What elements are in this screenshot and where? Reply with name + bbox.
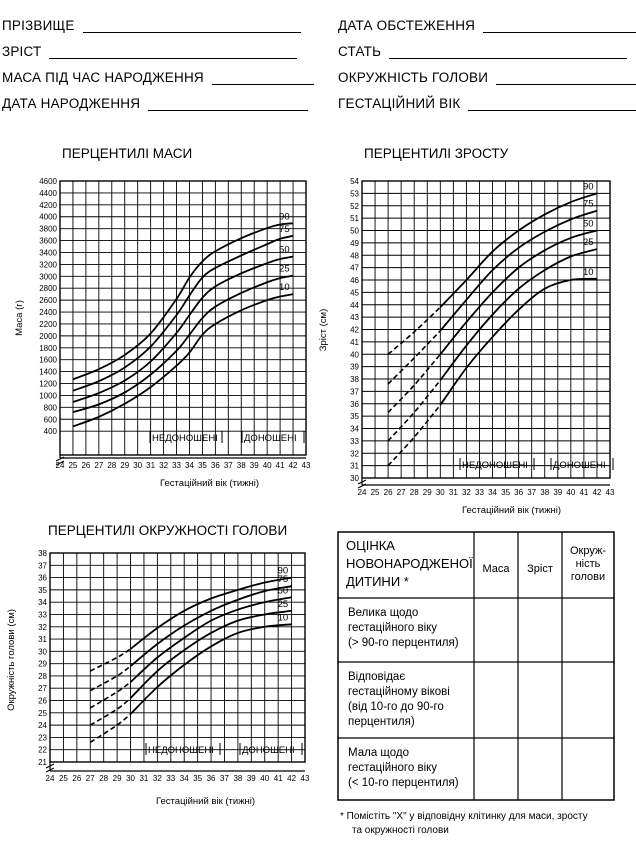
y-tick-label: 48 [350,251,359,261]
series-label-50: 50 [582,218,594,230]
x-tick-label: 35 [193,774,203,783]
x-tick-label: 39 [249,461,259,470]
x-tick-label: 27 [94,461,104,470]
x-tick-label: 25 [370,488,380,497]
series-line-10 [73,294,293,426]
x-tick-label: 29 [422,488,432,497]
weight-chart [14,177,311,489]
series-label-10: 10 [582,266,594,278]
table-row-label: Мала щодо [348,747,409,759]
y-tick-label: 28 [38,671,47,681]
x-tick-label: 29 [112,774,122,783]
x-tick-label: 36 [206,774,216,783]
x-tick-label: 32 [159,461,169,470]
x-tick-label: 32 [461,488,471,497]
y-tick-label: 25 [38,708,47,718]
x-tick-label: 41 [579,488,589,497]
field-label: МАСА ПІД ЧАС НАРОДЖЕННЯ [2,70,204,85]
field-label: ДАТА ОБСТЕЖЕННЯ [338,18,476,33]
y-tick-label: 36 [38,573,47,583]
y-tick-label: 4400 [39,188,57,198]
x-tick-label: 37 [527,488,537,497]
field-label: ЗРІСТ [2,44,42,59]
y-tick-label: 37 [38,561,47,571]
y-tick-label: 42 [350,325,359,335]
y-tick-label: 3200 [39,260,57,270]
y-tick-label: 41 [350,337,359,347]
y-tick-label: 39 [350,362,359,372]
y-tick-label: 22 [38,745,47,755]
y-tick-label: 29 [38,659,47,669]
y-tick-label: 3000 [39,272,57,282]
series-line-dashed-10 [90,714,130,742]
y-axis-label: Зріст (см) [318,308,329,352]
y-tick-label: 38 [350,375,359,384]
y-tick-label: 1800 [39,343,57,353]
table-row-label: гестаційному вікові [348,686,450,698]
y-tick-label: 34 [38,598,47,608]
table-col-header: голови [570,571,606,583]
y-tick-label: 1400 [39,367,57,377]
zone-label-preterm: НЕДОНОШЕНІ [462,460,528,471]
x-tick-label: 42 [592,488,602,497]
y-tick-label: 400 [43,427,57,437]
y-tick-label: 33 [350,436,359,446]
table-col-header: Маса [482,563,510,575]
y-tick-label: 40 [350,350,359,360]
series-line-dashed-25 [90,698,130,725]
table-col-header: Окруж- [569,545,607,557]
x-tick-label: 43 [300,774,310,783]
x-tick-label: 26 [383,488,393,497]
footnote-line: та окружності голови [352,825,449,836]
table-row-label: (> 90-го перцентиля) [348,637,459,649]
head-chart [6,549,310,807]
series-line-dashed-90 [90,649,130,671]
y-tick-label: 31 [350,461,359,471]
series-line-50 [73,257,293,402]
x-tick-label: 34 [179,774,189,783]
series-label-50: 50 [279,244,290,256]
y-tick-label: 52 [350,201,359,211]
y-tick-label: 53 [350,189,359,199]
x-tick-label: 27 [85,774,95,783]
x-tick-label: 38 [233,774,243,783]
x-tick-label: 40 [262,461,272,470]
y-axis-label: Окружність голови (см) [6,609,17,711]
y-tick-label: 51 [350,214,359,224]
zone-label-preterm: НЕДОНОШЕНІ [148,745,214,756]
x-tick-label: 30 [435,488,445,497]
x-tick-label: 30 [126,774,135,783]
y-tick-label: 23 [38,733,47,743]
head-chart-title: ПЕРЦЕНТИЛІ ОКРУЖНОСТІ ГОЛОВИ [48,523,288,538]
y-tick-label: 38 [38,549,47,558]
x-tick-label: 42 [287,774,297,783]
x-tick-label: 39 [246,774,256,783]
table-header-title: НОВОНАРОДЖЕНОЇ [346,556,473,571]
table-row-label: перцентиля) [348,716,415,728]
zone-label-term: ДОНОШЕНІ [244,433,297,444]
x-tick-label: 30 [133,461,143,470]
weight-chart-title: ПЕРЦЕНТИЛІ МАСИ [62,146,193,161]
table-col-header: Зріст [527,563,553,575]
y-tick-label: 34 [350,424,359,434]
y-tick-label: 37 [350,387,359,397]
y-tick-label: 24 [38,721,47,731]
y-tick-label: 600 [43,415,57,425]
series-label-75: 75 [582,198,594,210]
x-tick-label: 33 [172,461,181,470]
x-tick-label: 37 [220,774,229,783]
x-tick-label: 26 [72,774,82,783]
series-label-75: 75 [279,223,290,235]
plot-frame [60,181,306,455]
x-tick-label: 24 [55,461,65,470]
x-tick-label: 42 [288,461,298,470]
x-tick-label: 36 [210,461,220,470]
field-label: ДАТА НАРОДЖЕННЯ [2,96,141,111]
y-tick-label: 4600 [39,177,57,186]
x-tick-label: 38 [236,461,246,470]
y-tick-label: 35 [350,412,359,422]
y-tick-label: 3800 [39,224,57,234]
x-tick-label: 34 [488,488,497,497]
series-label-90: 90 [277,565,289,577]
y-tick-label: 3400 [39,248,57,258]
series-label-10: 10 [279,282,290,294]
footnote [340,810,588,838]
table-row-label: Відповідає [348,671,406,683]
y-tick-label: 30 [350,474,359,483]
x-tick-label: 32 [152,774,162,783]
x-tick-label: 39 [553,488,563,497]
series-label-25: 25 [279,263,290,275]
x-tick-label: 24 [357,488,367,497]
x-tick-label: 33 [166,774,176,783]
series-label-75: 75 [277,574,289,586]
x-axis-label: Гестаційний вік (тижні) [160,478,260,489]
y-tick-label: 2400 [39,308,57,318]
x-tick-label: 41 [273,774,283,783]
x-tick-label: 31 [139,774,149,783]
field-label: ГЕСТАЦІЙНИЙ ВІК [338,96,461,111]
x-tick-label: 28 [99,774,109,783]
x-tick-label: 27 [396,488,406,497]
x-tick-label: 40 [566,488,576,497]
series-label-25: 25 [277,598,289,610]
x-tick-label: 24 [45,774,55,783]
y-tick-label: 33 [38,610,47,620]
y-tick-label: 30 [38,647,47,657]
y-tick-label: 2000 [39,331,57,341]
x-tick-label: 38 [540,488,550,497]
table-row-label: гестаційного віку [348,622,438,634]
height-chart [318,177,615,516]
plot-frame [50,553,305,762]
x-tick-label: 25 [68,461,78,470]
field-label: СТАТЬ [338,44,382,59]
zone-label-term: ДОНОШЕНІ [242,745,295,756]
series-line-25 [73,276,293,412]
assessment-table-grid [338,532,614,800]
series-label-90: 90 [279,211,290,223]
y-tick-label: 35 [38,585,47,595]
y-tick-label: 49 [350,238,359,248]
y-tick-label: 800 [43,403,57,413]
y-tick-label: 32 [350,449,359,459]
y-tick-label: 4000 [39,212,57,222]
y-tick-label: 1000 [39,391,57,401]
x-tick-label: 28 [107,461,117,470]
y-tick-label: 54 [350,177,359,186]
table-col-header: ність [575,558,601,570]
height-chart-title: ПЕРЦЕНТИЛІ ЗРОСТУ [364,146,509,161]
y-tick-label: 1200 [39,379,57,389]
table-row-label: Велика щодо [348,607,419,619]
y-tick-label: 43 [350,313,359,323]
x-tick-label: 36 [514,488,524,497]
x-tick-label: 43 [605,488,615,497]
table-row-label: (від 10-го до 90-го [348,701,444,713]
y-tick-label: 3600 [39,236,57,246]
x-tick-label: 28 [409,488,419,497]
y-tick-label: 2600 [39,296,57,306]
x-axis-label: Гестаційний вік (тижні) [462,505,562,516]
y-tick-label: 2800 [39,284,57,294]
x-tick-label: 35 [197,461,207,470]
series-label-25: 25 [582,237,594,249]
y-tick-label: 31 [38,635,47,645]
x-tick-label: 29 [120,461,130,470]
y-tick-label: 50 [350,226,359,236]
y-tick-label: 36 [350,399,359,409]
zone-label-preterm: НЕДОНОШЕНІ [152,433,218,444]
x-tick-label: 31 [448,488,458,497]
series-label-50: 50 [277,585,289,597]
x-tick-label: 26 [81,461,91,470]
y-tick-label: 26 [38,696,47,706]
y-tick-label: 47 [350,263,359,273]
y-tick-label: 27 [38,684,47,694]
x-tick-label: 33 [475,488,484,497]
y-tick-label: 44 [350,300,359,310]
y-tick-label: 32 [38,622,47,632]
table-row-label: (< 10-го перцентиля) [348,777,459,789]
x-tick-label: 25 [58,774,68,783]
x-tick-label: 34 [185,461,194,470]
y-tick-label: 4200 [39,200,57,210]
table-header-title: ОЦІНКА [346,538,395,553]
table-header-title: ДИТИНИ * [346,574,409,589]
field-label: ОКРУЖНІСТЬ ГОЛОВИ [338,70,489,85]
x-tick-label: 31 [146,461,156,470]
field-label: ПРІЗВИЩЕ [2,18,75,33]
x-tick-label: 43 [301,461,311,470]
series-line-75 [73,236,293,391]
series-label-90: 90 [582,181,594,193]
x-tick-label: 41 [275,461,285,470]
zone-label-term: ДОНОШЕНІ [553,460,606,471]
y-tick-label: 1600 [39,355,57,365]
x-axis-label: Гестаційний вік (тижні) [156,796,256,807]
y-axis-label: Маса (г) [14,300,25,336]
y-tick-label: 21 [38,758,47,767]
x-tick-label: 40 [260,774,270,783]
series-label-10: 10 [277,612,289,624]
table-row-label: гестаційного віку [348,762,438,774]
x-tick-label: 35 [501,488,511,497]
y-tick-label: 2200 [39,319,57,329]
y-tick-label: 46 [350,276,359,285]
y-tick-label: 45 [350,288,359,298]
x-tick-label: 37 [223,461,233,470]
footnote-line: * Помістіть "X" у відповідну клітинку для маси, зросту [340,811,588,822]
